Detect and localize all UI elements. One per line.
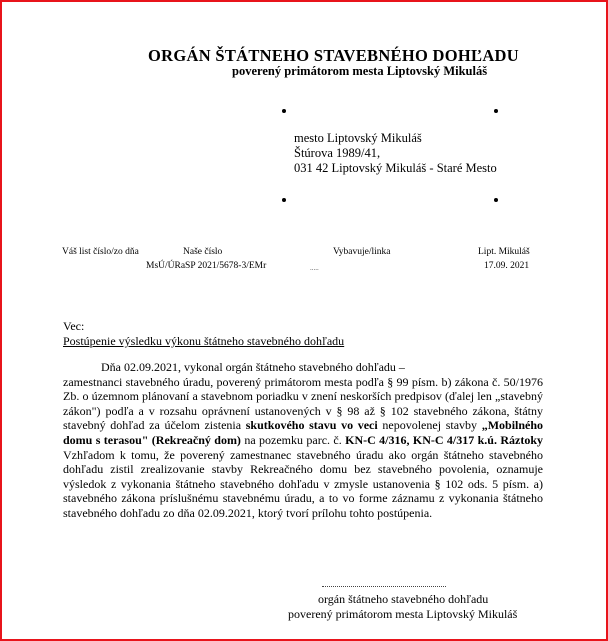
address-line-1: mesto Liptovský Mikuláš	[294, 131, 422, 145]
meta-handled-by-label: Vybavuje/linka	[333, 247, 391, 257]
address-corner-mark-icon	[282, 109, 286, 113]
meta-your-letter-label: Váš list číslo/zo dňa	[62, 247, 139, 257]
document-body	[63, 360, 543, 521]
subject-label: Vec:	[63, 319, 85, 333]
meta-our-number-value: MsÚ/ÚRaSP 2021/5678-3/EMr	[146, 261, 267, 271]
signature-line-2: poverený primátorom mesta Liptovský Mikuláš	[288, 607, 518, 621]
document-title: ORGÁN ŠTÁTNEHO STAVEBNÉHO DOHĽADU	[148, 46, 519, 65]
subject-text: Postúpenie výsledku výkonu štátneho stavebného dohľadu	[63, 334, 345, 348]
address-corner-mark-icon	[282, 198, 286, 202]
body-text: nepovolenej stavby	[382, 418, 478, 433]
body-text: Vzhľadom k tomu, že poverený zamestnanec stavebného úradu ako orgán štátneho stavebného dohľadu zistil zrealizovanie stavby Rekreačného domu bez stavebného povolenia, oznamuje výsledok z vykonania štátneho stavebného dohľadu v zmysle ustanovenia § 102 ods. 5 písm. a) stavebného zákona príslušnému stavebnému úradu, a to vo forme záznamu z vykonania štátneho stavebného dohľadu zo dňa 02.09.2021, ktorý tvorí prílohu tohto postúpenia.	[63, 447, 543, 520]
body-text: zamestnanci stavebného úradu, poverený primátorom mesta podľa § 99 písm. b) zákona č. 50/1976 Zb. o územnom plánovaní a stavebnom poriadku v znení neskorších predpisov (ďalej len „stavebný zákon") podľa a v rozsahu oprávnení ustanovených v § 98 až § 102 stavebného zákona, štátny stavebný dohľad za účelom zistenia	[63, 374, 543, 433]
address-corner-mark-icon	[494, 109, 498, 113]
body-bold-text: „Mobilného domu s terasou" (Rekreačný dom)	[63, 418, 544, 447]
body-paragraph-intro: Dňa 02.09.2021, vykonal orgán štátneho stavebného dohľadu –	[101, 360, 405, 374]
meta-our-number-label: Naše číslo	[183, 247, 223, 257]
address-line-3: 031 42 Liptovský Mikuláš - Staré Mesto	[294, 161, 497, 175]
body-bold-text: skutkového stavu vo veci	[245, 418, 378, 433]
body-paragraph	[63, 375, 543, 521]
address-line-2: Štúrova 1989/41,	[294, 146, 381, 160]
signature-line-1: orgán štátneho stavebného dohľadu	[318, 592, 489, 606]
document-subtitle: poverený primátorom mesta Liptovský Mikuláš	[232, 64, 488, 78]
body-text: na pozemku parc. č.	[244, 432, 342, 447]
body-bold-text: KN-C 4/316, KN-C 4/317 k.ú. Ráztoky	[345, 432, 543, 447]
meta-place-label: Lipt. Mikuláš	[478, 247, 530, 257]
meta-date-value: 17.09. 2021	[484, 261, 530, 271]
address-corner-mark-icon	[494, 198, 498, 202]
meta-handled-by-value: .....	[310, 264, 319, 272]
signature-line	[322, 586, 446, 587]
